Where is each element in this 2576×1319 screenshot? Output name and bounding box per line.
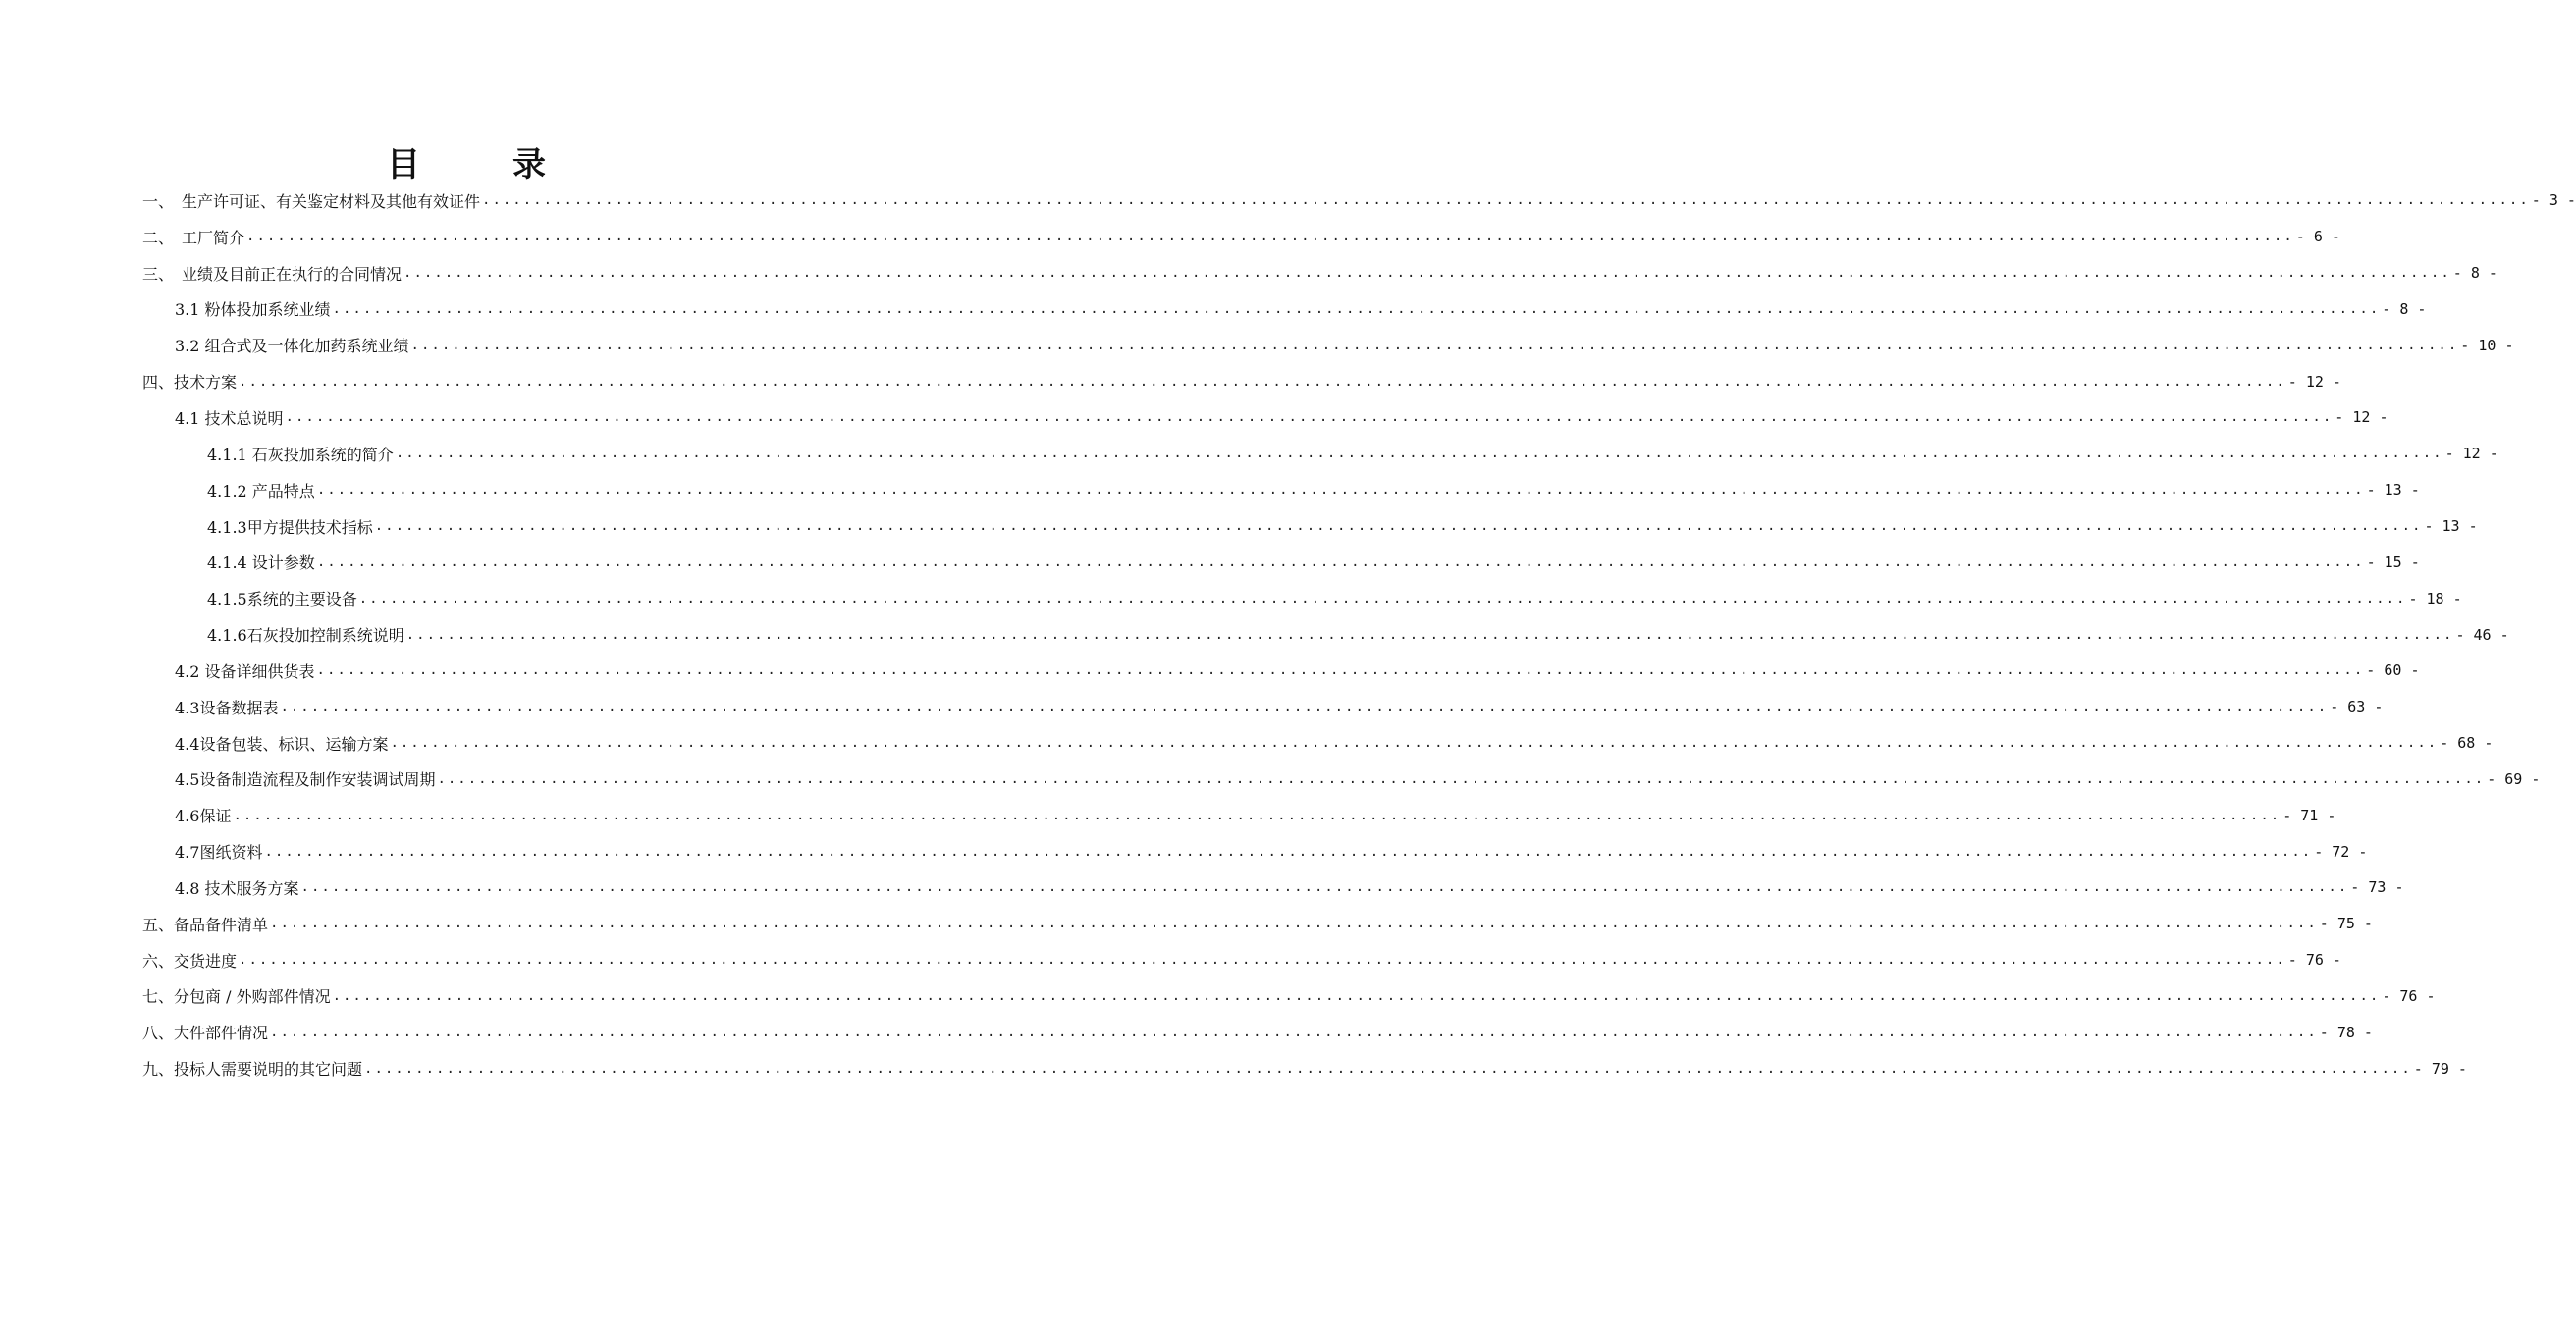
toc-entry[interactable] — [142, 472, 2420, 508]
toc-entry[interactable] — [142, 508, 2478, 545]
toc-entry-label: 九、投标人需要说明的其它问题 — [142, 1060, 363, 1080]
toc-dot-leader: ........................................................................................................................................................................................................ — [239, 952, 2286, 969]
toc-dot-leader: ........................................................................................................................................................................................................ — [332, 300, 2381, 317]
toc-dot-leader: ........................................................................................................................................................................................................ — [270, 916, 2318, 932]
toc-entry-label: 4.1.4 设计参数 — [207, 554, 315, 573]
toc-entry-page-number: - 13 - — [2424, 517, 2478, 536]
toc-entry-page-number: - 73 - — [2350, 878, 2404, 897]
toc-entry[interactable] — [142, 906, 2373, 942]
toc-dot-leader: ........................................................................................................................................................................................................ — [403, 265, 2451, 282]
toc-entry-label: 二、 工厂简介 — [142, 228, 245, 247]
toc-entry[interactable] — [142, 870, 2404, 906]
toc-entry[interactable] — [142, 762, 2541, 798]
toc-entry[interactable] — [142, 1050, 2467, 1086]
toc-dot-leader: ........................................................................................................................................................................................................ — [270, 1024, 2318, 1040]
toc-entry-label: 4.8 技术服务方案 — [175, 878, 299, 898]
toc-entry-page-number: - 76 - — [2382, 986, 2436, 1005]
toc-entry-page-number: - 78 - — [2319, 1023, 2373, 1041]
toc-dot-leader: ........................................................................................................................................................................................................ — [395, 446, 2443, 462]
toc-dot-leader: ........................................................................................................................................................................................................ — [374, 518, 2423, 535]
toc-entry[interactable] — [142, 183, 2576, 219]
toc-entry-page-number: - 6 - — [2295, 228, 2340, 246]
toc-entry-label: 4.7图纸资料 — [175, 843, 263, 863]
toc-entry-label: 八、大件部件情况 — [142, 1024, 269, 1043]
toc-entry[interactable] — [142, 797, 2336, 833]
toc-entry[interactable] — [142, 1014, 2373, 1050]
toc-entry-label: 六、交货进度 — [142, 951, 238, 971]
table-of-contents — [142, 183, 2576, 1086]
toc-entry-label: 四、技术方案 — [142, 373, 238, 393]
toc-entry-page-number: - 8 - — [2382, 299, 2427, 318]
toc-entry[interactable] — [142, 978, 2436, 1015]
toc-dot-leader: ........................................................................................................................................................................................................ — [264, 843, 2313, 860]
toc-entry-page-number: - 12 - — [2287, 372, 2341, 391]
toc-entry-page-number: - 12 - — [2334, 408, 2388, 427]
toc-entry-label: 4.1.6石灰投加控制系统说明 — [207, 626, 404, 646]
toc-entry[interactable] — [142, 399, 2388, 436]
toc-entry[interactable] — [142, 327, 2514, 363]
toc-entry-label: 一、 生产许可证、有关鉴定材料及其他有效证件 — [142, 191, 481, 211]
toc-dot-leader: ........................................................................................................................................................................................................ — [300, 879, 2349, 896]
toc-entry-page-number: - 79 - — [2413, 1059, 2467, 1078]
toc-dot-leader: ........................................................................................................................................................................................................ — [316, 482, 2365, 499]
toc-entry-page-number: - 69 - — [2487, 769, 2541, 788]
toc-entry-page-number: - 76 - — [2287, 951, 2341, 970]
toc-entry-label: 4.3设备数据表 — [175, 698, 279, 717]
toc-dot-leader: ........................................................................................................................................................................................................ — [316, 662, 2365, 679]
toc-dot-leader: ........................................................................................................................................................................................................ — [239, 373, 2286, 390]
toc-dot-leader: ........................................................................................................................................................................................................ — [364, 1060, 2412, 1077]
toc-entry-label: 七、分包商 / 外购部件情况 — [142, 987, 331, 1007]
toc-dot-leader: ........................................................................................................................................................................................................ — [437, 770, 2486, 787]
toc-entry[interactable] — [142, 689, 2384, 725]
toc-entry-page-number: - 15 - — [2366, 553, 2420, 571]
toc-entry-label: 4.1.2 产品特点 — [207, 481, 315, 501]
toc-dot-leader: ........................................................................................................................................................................................................ — [280, 699, 2329, 715]
toc-dot-leader: ........................................................................................................................................................................................................ — [285, 409, 2334, 426]
toc-entry[interactable] — [142, 725, 2494, 762]
toc-entry-label: 3.2 组合式及一体化加药系统业绩 — [175, 337, 409, 356]
toc-entry-label: 4.6保证 — [175, 807, 232, 826]
toc-entry-page-number: - 10 - — [2460, 336, 2514, 354]
toc-entry-label: 4.1.5系统的主要设备 — [207, 590, 357, 609]
toc-entry-page-number: - 8 - — [2452, 264, 2497, 283]
toc-dot-leader: ........................................................................................................................................................................................................ — [246, 229, 2294, 245]
toc-entry-page-number: - 68 - — [2440, 734, 2494, 753]
toc-entry-page-number: - 63 - — [2330, 698, 2384, 716]
toc-dot-leader: ........................................................................................................................................................................................................ — [358, 590, 2407, 607]
toc-entry[interactable] — [142, 942, 2341, 978]
toc-entry-page-number: - 46 - — [2455, 625, 2509, 644]
toc-dot-leader: ........................................................................................................................................................................................................ — [233, 807, 2281, 823]
toc-entry[interactable] — [142, 436, 2498, 472]
toc-entry-page-number: - 60 - — [2366, 661, 2420, 680]
toc-entry[interactable] — [142, 653, 2420, 689]
toc-entry-label: 4.1 技术总说明 — [175, 408, 284, 428]
toc-entry[interactable] — [142, 833, 2368, 870]
toc-entry-page-number: - 3 - — [2531, 191, 2576, 210]
toc-entry-page-number: - 71 - — [2282, 806, 2336, 824]
toc-dot-leader: ........................................................................................................................................................................................................ — [410, 337, 2459, 353]
toc-entry-label: 3.1 粉体投加系统业绩 — [175, 300, 331, 320]
toc-entry[interactable] — [142, 544, 2420, 580]
toc-entry-label: 4.5设备制造流程及制作安装调试周期 — [175, 770, 436, 790]
toc-entry-label: 五、备品备件清单 — [142, 915, 269, 934]
toc-dot-leader: ........................................................................................................................................................................................................ — [390, 735, 2439, 752]
toc-entry-label: 4.2 设备详细供货表 — [175, 661, 315, 681]
toc-dot-leader: ........................................................................................................................................................................................................ — [316, 554, 2365, 570]
toc-entry-page-number: - 12 - — [2444, 445, 2498, 463]
page-title: 目 录 — [387, 145, 575, 185]
toc-entry[interactable] — [142, 291, 2427, 328]
toc-entry[interactable] — [142, 580, 2462, 616]
toc-dot-leader: ........................................................................................................................................................................................................ — [405, 626, 2454, 643]
toc-entry-label: 4.1.3甲方提供技术指标 — [207, 517, 373, 537]
toc-entry-label: 三、 业绩及目前正在执行的合同情况 — [142, 264, 402, 284]
toc-dot-leader: ........................................................................................................................................................................................................ — [332, 987, 2381, 1004]
toc-dot-leader: ........................................................................................................................................................................................................ — [482, 192, 2530, 209]
toc-entry[interactable] — [142, 219, 2340, 255]
toc-entry-page-number: - 13 - — [2366, 481, 2420, 500]
toc-entry-page-number: - 18 - — [2408, 589, 2462, 607]
toc-entry-label: 4.1.1 石灰投加系统的简介 — [207, 445, 394, 464]
toc-entry[interactable] — [142, 616, 2509, 653]
toc-entry[interactable] — [142, 363, 2341, 399]
toc-entry-label: 4.4设备包装、标识、运输方案 — [175, 734, 389, 754]
toc-entry[interactable] — [142, 255, 2497, 291]
toc-entry-page-number: - 75 - — [2319, 915, 2373, 933]
toc-entry-page-number: - 72 - — [2314, 842, 2368, 861]
